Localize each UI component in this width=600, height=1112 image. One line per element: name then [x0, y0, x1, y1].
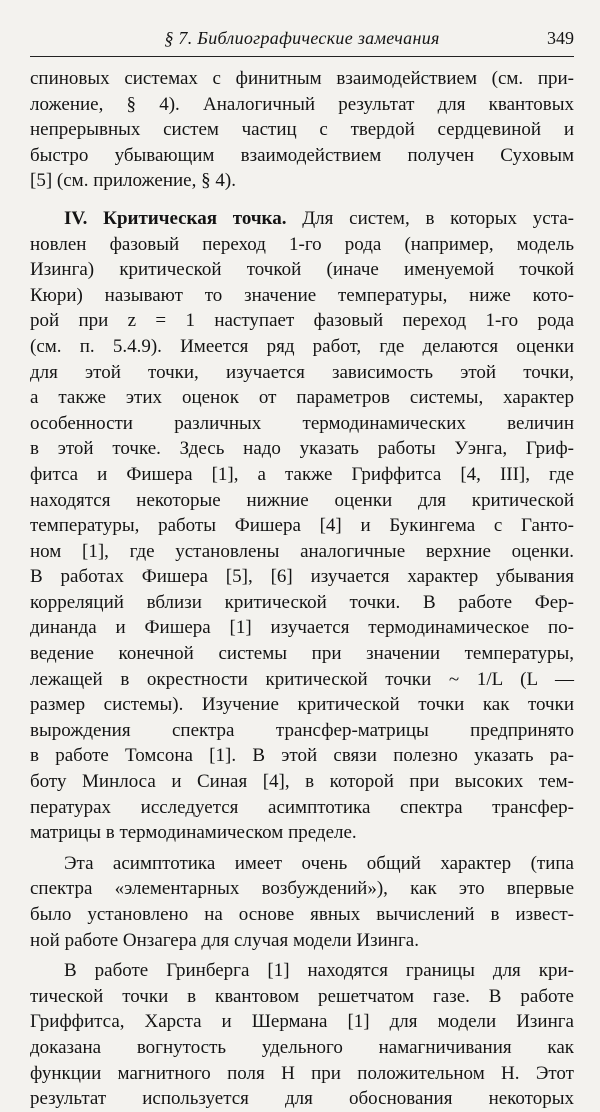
text-line: ной работе Онзагера для случая модели Изинга.: [30, 929, 419, 951]
paragraph-greenberg: [30, 958, 574, 1112]
text-line: функции магнитного поля H при положительном H. Этот: [30, 1062, 574, 1084]
text-line: динанда и Фишера [1] изучается термодинамическое по-: [30, 617, 574, 639]
text-line: ном [1], где установлены аналогичные верхние оценки.: [30, 540, 574, 562]
running-header: [30, 22, 574, 57]
text-line: матрицы в термодинамическом пределе.: [30, 822, 357, 844]
text-line: температуры, работы Фишера [4] и Букингема с Ганто-: [30, 515, 574, 537]
text-line: а также этих оценок от параметров системы, характер: [30, 387, 574, 409]
text-line: боту Минлоса и Синая [4], в которой при высоких тем-: [30, 771, 574, 793]
text-line: вырождения спектра трансфер-матрицы предпринято: [30, 719, 574, 741]
text-line: в работе Томсона [1]. В этой связи полезно указать ра-: [30, 745, 574, 767]
text-line: фитса и Фишера [1], а также Гриффитса [4, III], где: [30, 463, 574, 485]
text-line: лежащей в окрестности критической точки ~ 1/L (L —: [30, 668, 574, 690]
text-line: [5] (см. приложение, § 4).: [30, 170, 236, 192]
text-line: находятся некоторые нижние оценки для критической: [30, 489, 574, 511]
text-line: [30, 206, 574, 232]
text-line: В работе Гринберга [1] находятся границы для кри-: [64, 960, 574, 982]
text-line: размер системы). Изучение критической точки как точки: [30, 694, 574, 716]
page-number: 349: [547, 28, 574, 48]
text-line: Изинга) критической точкой (иначе именуемой точкой: [30, 259, 574, 281]
paragraph-spacer: [30, 194, 574, 206]
text-line: пературах исследуется асимптотика спектра трансфер-: [30, 796, 574, 818]
text-line: ложение, § 4). Аналогичный результат для квантовых: [30, 93, 574, 115]
text-line: особенности различных термодинамических величин: [30, 412, 574, 434]
running-title: § 7. Библиографические замечания: [164, 28, 440, 48]
paragraph-critical-point: [30, 206, 574, 846]
text-line: тической точки в квантовом решетчатом газе. В работе: [30, 985, 574, 1007]
text-line: результат используется для обоснования некоторых: [30, 1088, 574, 1110]
text-line: новлен фазовый переход 1-го рода (например, модель: [30, 233, 574, 255]
text-line: рой при z = 1 наступает фазовый переход 1-го рода: [30, 310, 574, 332]
text-line: непрерывных систем частиц с твердой сердцевиной и: [30, 119, 574, 141]
text-line: В работах Фишера [5], [6] изучается характер убывания: [30, 566, 574, 588]
text-line: (см. п. 5.4.9). Имеется ряд работ, где делаются оценки: [30, 335, 574, 357]
body-text: [30, 66, 574, 1112]
text-line: Эта асимптотика имеет очень общий характер (типа: [64, 852, 574, 874]
text-line: спектра «элементарных возбуждений»), как это впервые: [30, 878, 574, 900]
text-line: было установлено на основе явных вычислений в извест-: [30, 904, 574, 925]
text-line: для этой точки, изучается зависимость этой точки,: [30, 361, 574, 383]
text-line: быстро убывающим взаимодействием получен Суховым: [30, 144, 574, 166]
text-line: Гриффитса, Харста и Шермана [1] для модели Изинга: [30, 1011, 574, 1033]
paragraph-1: [30, 66, 574, 194]
text-line: в этой точке. Здесь надо указать работы Уэнга, Гриф-: [30, 438, 574, 460]
text-line: доказана вогнутость удельного намагничивания как: [30, 1036, 574, 1058]
section-heading: IV. Критическая точка.: [64, 207, 287, 229]
text-line: ведение конечной системы при значении температуры,: [30, 643, 574, 665]
text-line: корреляций вблизи критической точки. В работе Фер-: [30, 591, 574, 613]
paragraph-asymptotics: [30, 851, 574, 953]
text-line: Кюри) называют то значение температуры, ниже кото-: [30, 284, 574, 306]
text-line: спиновых системах с финитным взаимодействием (см. при-: [30, 68, 574, 89]
text-fragment: Для систем, в которых уста-: [286, 207, 574, 229]
